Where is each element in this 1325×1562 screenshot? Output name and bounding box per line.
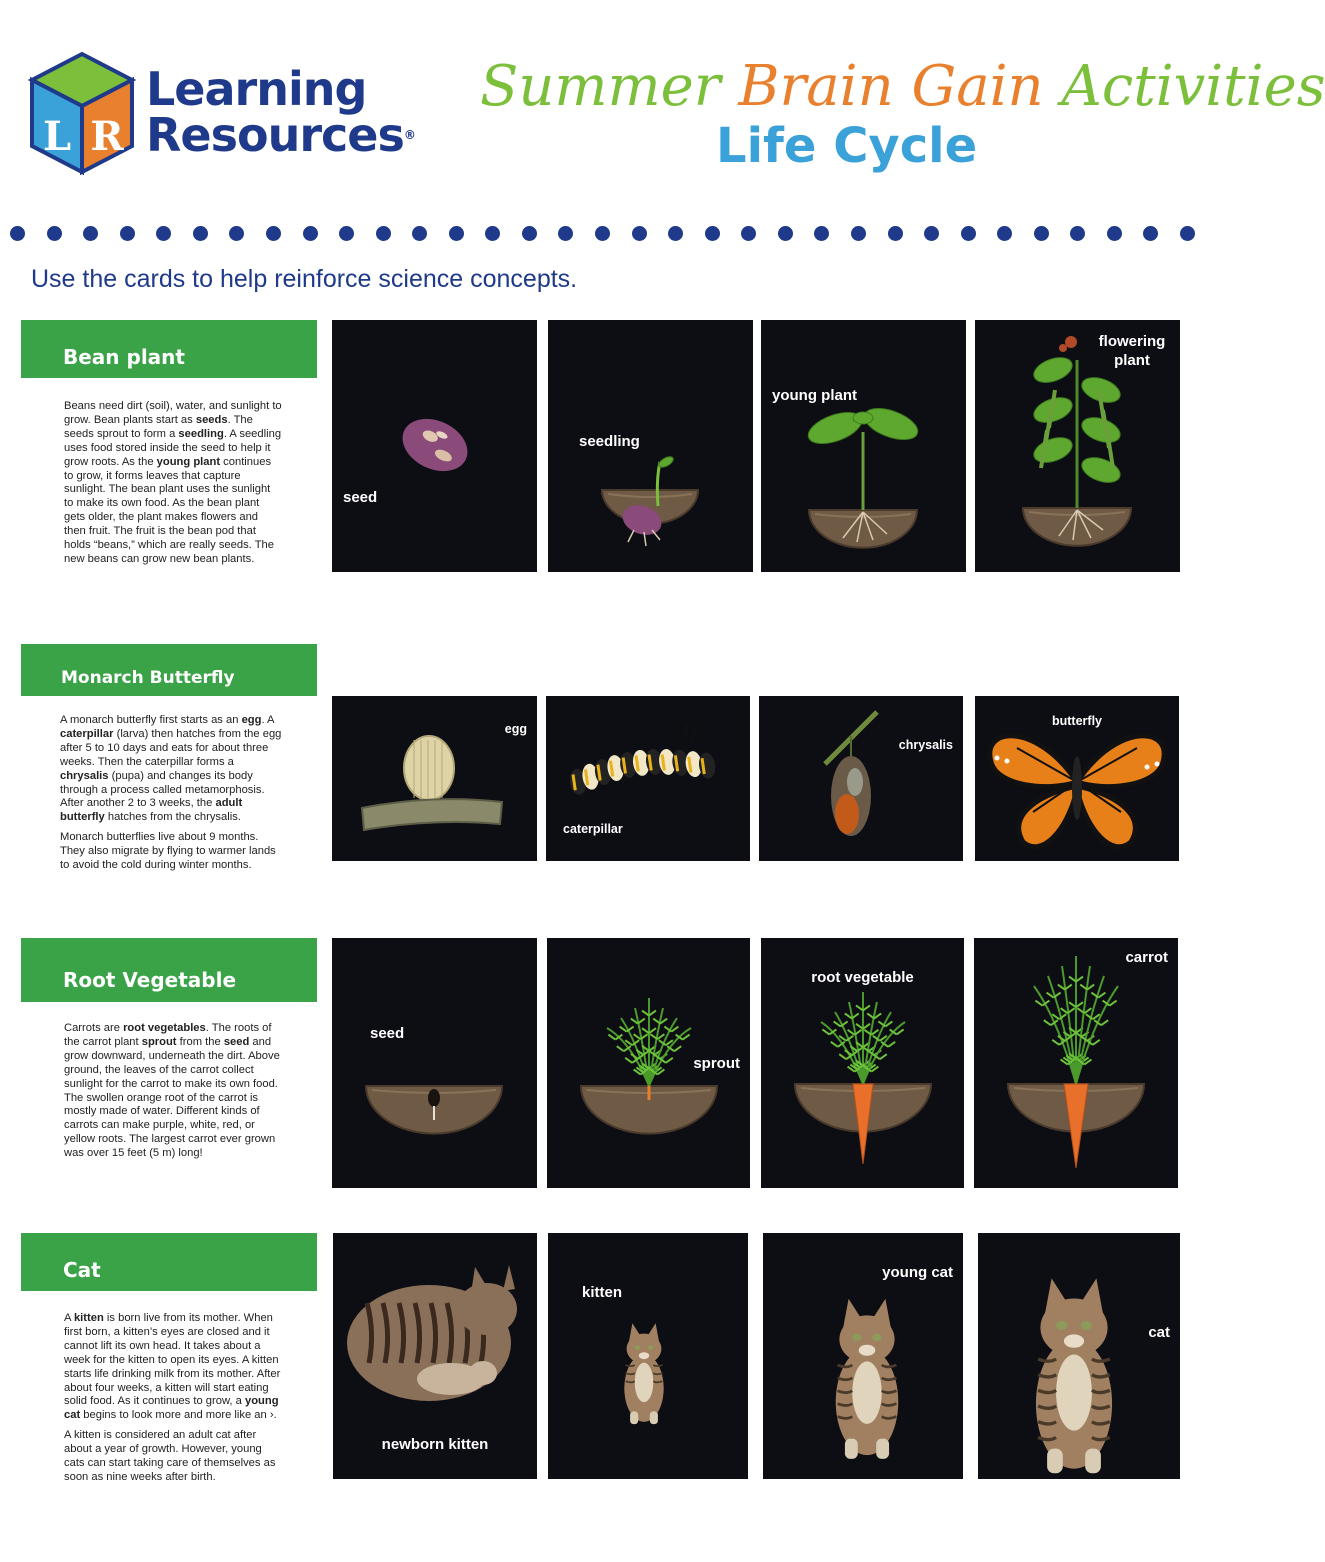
card-label: caterpillar	[563, 822, 623, 836]
life-cycle-card-carrot	[974, 938, 1178, 1188]
key-term: adult butterfly	[60, 797, 243, 824]
section-title: Cat	[63, 1258, 101, 1282]
illustration-young-plant-icon	[761, 320, 966, 572]
divider-dot	[120, 226, 135, 241]
text-run: . The roots of the carrot plant	[64, 1022, 272, 1048]
life-cycle-card-cat	[978, 1233, 1180, 1479]
card-label: flowering plant	[1098, 333, 1166, 369]
section-description	[64, 400, 282, 567]
card-label: sprout	[693, 1055, 740, 1072]
logo-cube-icon	[28, 52, 136, 177]
card-label: butterfly	[1052, 714, 1102, 728]
description-paragraph	[64, 1429, 282, 1485]
card-label: seedling	[579, 433, 640, 450]
divider-dot	[705, 226, 720, 241]
section-banner	[21, 1233, 317, 1291]
card-label: seed	[343, 489, 378, 506]
key-term: caterpillar	[60, 727, 114, 740]
title-word-brain: Brain	[738, 54, 894, 119]
section-title: Monarch Butterfly	[61, 668, 235, 688]
card-label: young cat	[882, 1264, 953, 1281]
key-term: sprout	[141, 1035, 177, 1048]
divider-dot	[10, 226, 25, 241]
divider-dot	[632, 226, 647, 241]
text-run: and grow downward, underneath the dirt. Above ground, the leaves of the carrot collect sunlight for the carrot to make its own food. The swollen orange root of the carrot is mostly made of water. Different kinds of carrots can make purple, white, red, or yellow roots. The largest carrot ever grown was over 15 feet (5 m) long!	[64, 1035, 280, 1160]
divider-dot	[741, 226, 756, 241]
section-banner	[21, 938, 317, 1002]
card-label: egg	[504, 722, 527, 736]
card-label: carrot	[1125, 949, 1168, 966]
divider-dot	[814, 226, 829, 241]
life-cycle-card-butterfly	[975, 696, 1179, 861]
divider-dot	[83, 226, 98, 241]
key-term: root vegetables	[123, 1022, 206, 1034]
divider-dot	[668, 226, 683, 241]
life-cycle-card-flowering-plant	[975, 320, 1180, 572]
logo-line2: Resources®	[146, 108, 416, 162]
svg-text:R: R	[90, 113, 124, 160]
card-label: root vegetable	[811, 969, 914, 986]
text-run: . A	[261, 714, 274, 726]
life-cycle-card-seed	[332, 320, 537, 572]
svg-text:L: L	[42, 113, 72, 160]
registered-mark: ®	[403, 128, 416, 142]
divider-dot	[1107, 226, 1122, 241]
illustration-cat-icon	[978, 1233, 1180, 1479]
life-cycle-card-seedling	[548, 320, 753, 572]
divider-dot	[156, 226, 171, 241]
divider-dot	[522, 226, 537, 241]
card-label: cat	[1148, 1324, 1170, 1341]
text-run: Carrots are	[64, 1022, 124, 1034]
divider-dot	[778, 226, 793, 241]
text-run: is born live from its mother. When first born, a kitten’s eyes are closed and it cannot lift its own head. It takes about a week for the kitten to open its eyes. A kitten starts life drinking milk from its mother. After about four weeks, a kitten will start eating solid food. As it continues to grow, a	[64, 1312, 281, 1408]
life-cycle-card-chrysalis	[759, 696, 963, 861]
text-run: Beans need dirt (soil), water, and sunlight to grow. Bean plants start as	[64, 400, 282, 426]
dotted-divider	[10, 226, 1195, 244]
divider-dot	[1180, 226, 1195, 241]
section-title: Bean plant	[63, 345, 185, 369]
divider-dot	[229, 226, 244, 241]
section-banner	[21, 644, 317, 696]
page-title	[480, 52, 1325, 174]
title-main	[480, 52, 1325, 122]
section-banner	[21, 320, 317, 378]
section-title: Root Vegetable	[63, 968, 237, 992]
key-term: egg	[241, 714, 262, 726]
text-run: hatches from the chrysalis.	[104, 811, 241, 824]
text-run: A monarch butterfly first starts as an	[60, 714, 242, 726]
text-run: from the	[176, 1035, 224, 1048]
description-paragraph	[64, 400, 282, 567]
description-paragraph	[64, 1312, 282, 1423]
life-cycle-card-seed	[332, 938, 537, 1188]
divider-dot	[47, 226, 62, 241]
card-label: kitten	[582, 1284, 623, 1301]
life-cycle-card-young-plant	[761, 320, 966, 572]
text-run: (larva) then hatches from the egg after 5 to 10 days and eats for about three weeks. Then the caterpillar forms a	[60, 727, 282, 768]
title-word-activities: Activities	[1061, 54, 1325, 119]
key-term: young cat	[64, 1395, 279, 1422]
illustration-seed-icon	[332, 938, 537, 1188]
section-description	[60, 714, 282, 873]
divider-dot	[412, 226, 427, 241]
illustration-carrot-icon	[974, 938, 1178, 1188]
text-run: Monarch butterflies live about 9 months. They also migrate by flying to warmer lands to avoid the cold during winter months.	[60, 831, 276, 872]
divider-dot	[1070, 226, 1085, 241]
text-run: . The seeds sprout to form a	[64, 413, 253, 440]
text-run: (pupa) and changes its body through a process called metamorphosis. After another 2 to 3 weeks, the	[60, 769, 265, 810]
life-cycle-card-newborn-kitten	[333, 1233, 537, 1479]
divider-dot	[303, 226, 318, 241]
key-term: kitten	[73, 1312, 104, 1324]
text-run: A kitten is considered an adult cat after about a year of growth. However, young cats can start taking care of themselves as soon as nine weeks after birth.	[64, 1429, 276, 1483]
life-cycle-card-caterpillar	[546, 696, 750, 861]
divider-dot	[888, 226, 903, 241]
life-cycle-card-young-cat	[763, 1233, 963, 1479]
illustration-seed-icon	[332, 320, 537, 572]
title-word-summer: Summer	[480, 54, 721, 119]
divider-dot	[961, 226, 976, 241]
text-run: continues to grow, it forms leaves that capture sunlight. The bean plant uses the sunlight to make its own food. As the bean plant gets older, the plant makes flowers and then fruit. The fruit is the bean pod that holds “beans,” which are really seeds. The new beans can grow new bean plants.	[64, 455, 274, 565]
life-cycle-card-root-vegetable	[761, 938, 964, 1188]
card-label: newborn kitten	[381, 1436, 489, 1453]
divider-dot	[266, 226, 281, 241]
description-paragraph	[64, 1022, 282, 1161]
key-term: chrysalis	[60, 769, 109, 782]
life-cycle-card-egg	[332, 696, 537, 861]
intro-text: Use the cards to help reinforce science concepts.	[31, 265, 578, 293]
logo-line1: Learning	[146, 62, 367, 116]
divider-dot	[924, 226, 939, 241]
section-description	[64, 1022, 282, 1161]
card-label: seed	[370, 1025, 405, 1042]
title-word-gain: Gain	[911, 54, 1044, 119]
key-term: seed	[223, 1035, 250, 1048]
illustration-chrysalis-icon	[759, 696, 963, 861]
divider-dot	[193, 226, 208, 241]
illustration-kitten-icon	[548, 1233, 748, 1479]
divider-dot	[1143, 226, 1158, 241]
text-run: begins to look more and more like an ›.	[80, 1409, 277, 1422]
logo-wordmark	[146, 62, 416, 162]
card-label: young plant	[772, 387, 857, 404]
divider-dot	[558, 226, 573, 241]
text-run: . A seedling uses food stored inside the seed to help it grow roots. As the	[64, 427, 282, 468]
divider-dot	[339, 226, 354, 241]
divider-dot	[376, 226, 391, 241]
divider-dot	[595, 226, 610, 241]
life-cycle-card-kitten	[548, 1233, 748, 1479]
divider-dot	[851, 226, 866, 241]
divider-dot	[485, 226, 500, 241]
description-paragraph	[60, 714, 282, 825]
key-term: young plant	[156, 455, 221, 468]
page-subtitle: Life Cycle	[716, 118, 978, 174]
text-run: A	[64, 1312, 74, 1324]
card-label: chrysalis	[898, 738, 953, 752]
divider-dot	[997, 226, 1012, 241]
divider-dot	[449, 226, 464, 241]
life-cycle-card-sprout	[547, 938, 750, 1188]
divider-dot	[1034, 226, 1049, 241]
key-term: seeds	[195, 413, 228, 426]
description-paragraph	[60, 831, 282, 873]
brand-logo	[28, 52, 416, 182]
section-description	[64, 1312, 282, 1485]
key-term: seedling	[178, 427, 224, 440]
